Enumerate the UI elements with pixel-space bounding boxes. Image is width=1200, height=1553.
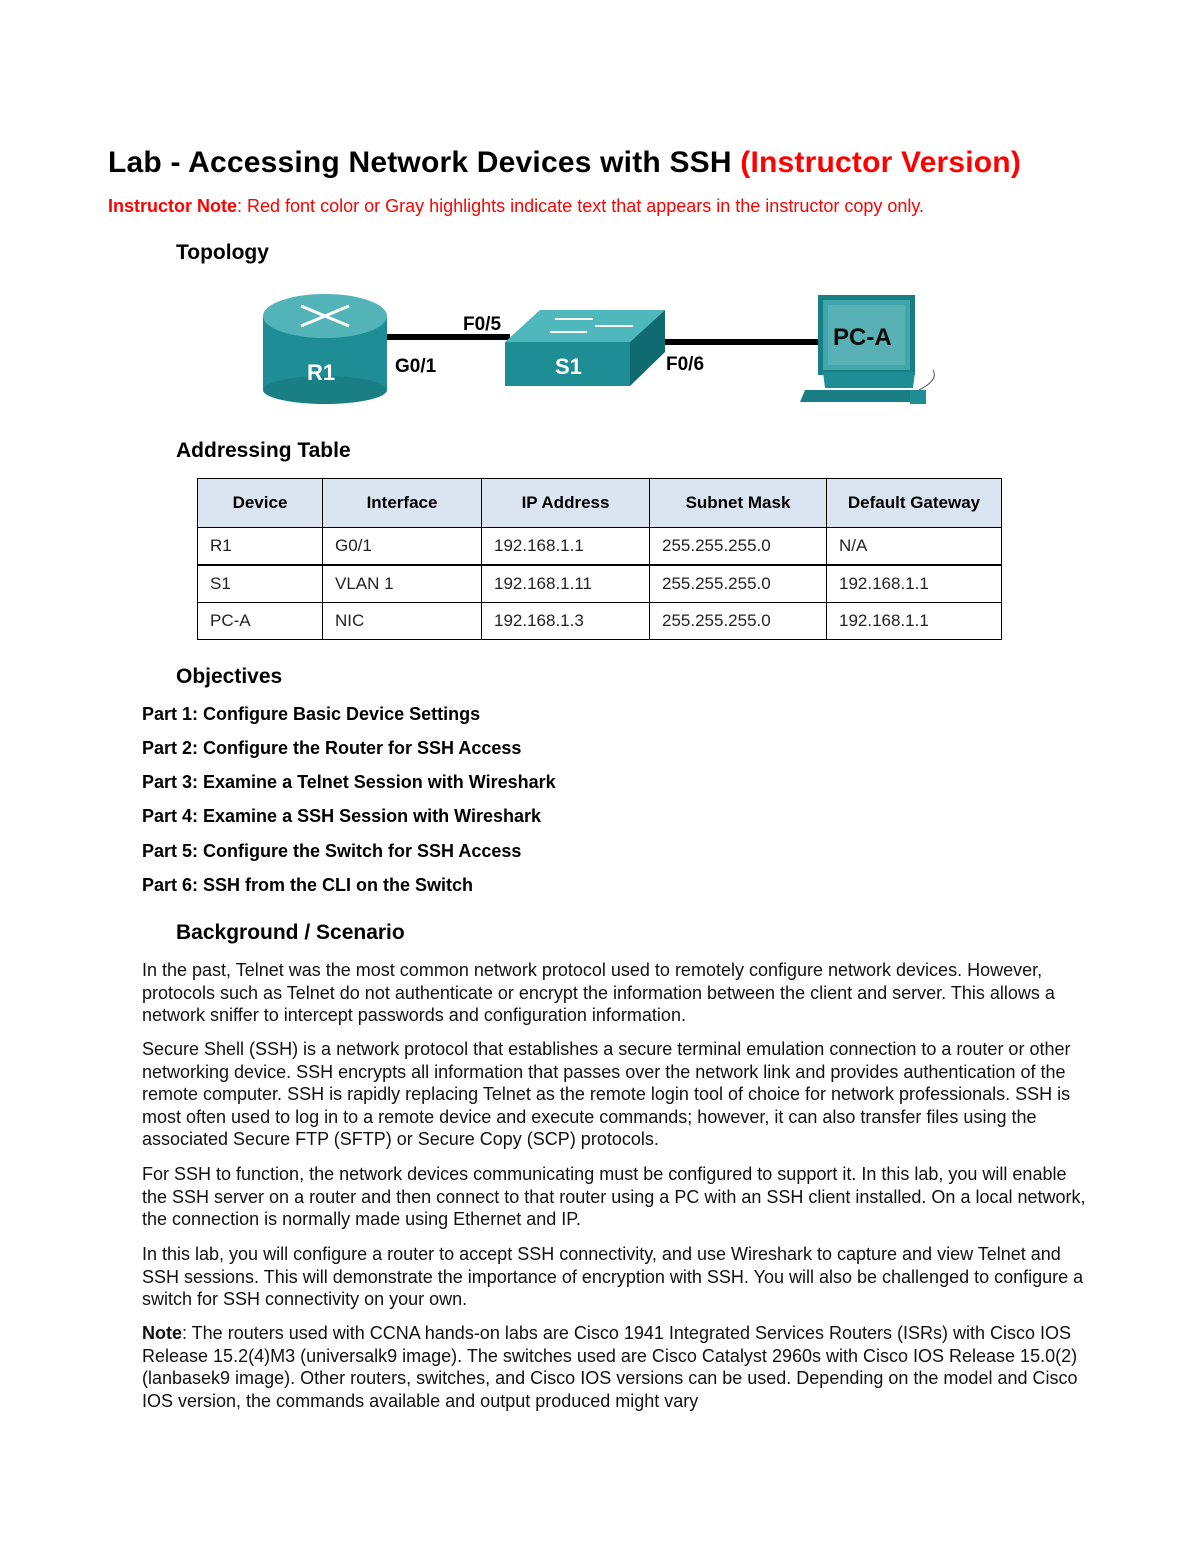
- port-label-s1-b: F0/6: [666, 354, 705, 375]
- table-header: IP Address: [482, 479, 650, 528]
- objective-item: Part 3: Examine a Telnet Session with Wireshark: [142, 772, 556, 792]
- addressing-table: [197, 478, 1002, 640]
- table-row: [198, 603, 1002, 640]
- objective-item: Part 4: Examine a SSH Session with Wireshark: [142, 806, 541, 826]
- heading-addressing: Addressing Table: [176, 439, 351, 462]
- table-cell: R1: [198, 528, 323, 566]
- topology-diagram: [255, 290, 945, 418]
- table-cell: 255.255.255.0: [650, 603, 827, 640]
- instructor-note: [108, 196, 924, 217]
- instructor-note-text: : Red font color or Gray highlights indicate text that appears in the instructor copy only.: [237, 196, 925, 216]
- table-cell: 255.255.255.0: [650, 528, 827, 566]
- table-row: [198, 528, 1002, 566]
- port-label-r1: G0/1: [395, 356, 437, 377]
- table-cell: VLAN 1: [323, 565, 482, 603]
- table-cell: 192.168.1.3: [482, 603, 650, 640]
- table-cell: 255.255.255.0: [650, 565, 827, 603]
- table-cell: NIC: [323, 603, 482, 640]
- switch-s1: [505, 310, 665, 386]
- title-main: Lab - Accessing Network Devices with SSH: [108, 146, 732, 179]
- table-header: Default Gateway: [827, 479, 1002, 528]
- note-text: : The routers used with CCNA hands-on labs are Cisco 1941 Integrated Services Routers (ISRs) with Cisco IOS Release 15.2(4)M3 (universalk9 image). The switches used are Cisco Catalyst 2960s with Cisco IOS Release 15.0(2) (lanbasek9 image). Other routers, switches, and Cisco IOS versions can be used. Depending on the model and Cisco IOS version, the commands available and output produced might vary: [142, 1323, 1078, 1411]
- table-cell: G0/1: [323, 528, 482, 566]
- table-header-row: [198, 479, 1002, 528]
- table-cell: PC-A: [198, 603, 323, 640]
- background-paragraph: For SSH to function, the network devices communicating must be configured to support it. In this lab, you will enable the SSH server on a router and then connect to that router using a PC with an SSH client installed. On a local network, the connection is normally made using Ethernet and IP.: [142, 1164, 1086, 1229]
- title-version: (Instructor Version): [740, 146, 1022, 179]
- instructor-note-label: Instructor Note: [108, 196, 238, 216]
- router-label: R1: [307, 360, 336, 385]
- background-paragraph: In this lab, you will configure a router to accept SSH connectivity, and use Wireshark to capture and view Telnet and SSH sessions. This will demonstrate the importance of encryption with SSH. You will also be challenged to configure a switch for SSH connectivity on your own.: [142, 1244, 1084, 1309]
- page-title: [108, 146, 1021, 180]
- table-cell: N/A: [827, 528, 1002, 566]
- objective-item: Part 6: SSH from the CLI on the Switch: [142, 875, 474, 895]
- note-paragraph: [142, 1322, 1092, 1412]
- heading-background: Background / Scenario: [176, 921, 405, 944]
- table-cell: 192.168.1.1: [827, 565, 1002, 603]
- router-r1: [263, 294, 387, 404]
- objective-item: Part 5: Configure the Switch for SSH Access: [142, 841, 522, 861]
- objective-item: Part 1: Configure Basic Device Settings: [142, 704, 481, 724]
- table-header: Subnet Mask: [650, 479, 827, 528]
- note-label: Note: [142, 1323, 182, 1343]
- table-cell: S1: [198, 565, 323, 603]
- heading-topology: Topology: [176, 241, 269, 264]
- table-header: Device: [198, 479, 323, 528]
- table-cell: 192.168.1.1: [482, 528, 650, 566]
- objective-item: Part 2: Configure the Router for SSH Access: [142, 738, 522, 758]
- table-cell: 192.168.1.11: [482, 565, 650, 603]
- table-cell: 192.168.1.1: [827, 603, 1002, 640]
- background-paragraph: In the past, Telnet was the most common network protocol used to remotely configure network devices. However, protocols such as Telnet do not authenticate or encrypt the information between the client and server. This allows a network sniffer to intercept passwords and configuration information.: [142, 960, 1055, 1025]
- table-header: Interface: [323, 479, 482, 528]
- pc-a: [800, 295, 934, 404]
- heading-objectives: Objectives: [176, 665, 283, 688]
- pc-label: PC-A: [833, 324, 892, 351]
- switch-label: S1: [555, 354, 582, 379]
- table-row: [198, 565, 1002, 603]
- background-paragraph: Secure Shell (SSH) is a network protocol that establishes a secure terminal emulation connection to a router or other networking device. SSH encrypts all information that passes over the network link and provides authentication of the remote computer. SSH is rapidly replacing Telnet as the remote login tool of choice for network professionals. SSH is most often used to log in to a remote device and execute commands; however, it can also transfer files using the associated Secure FTP (SFTP) or Secure Copy (SCP) protocols.: [142, 1039, 1071, 1149]
- port-label-s1-a: F0/5: [463, 314, 502, 335]
